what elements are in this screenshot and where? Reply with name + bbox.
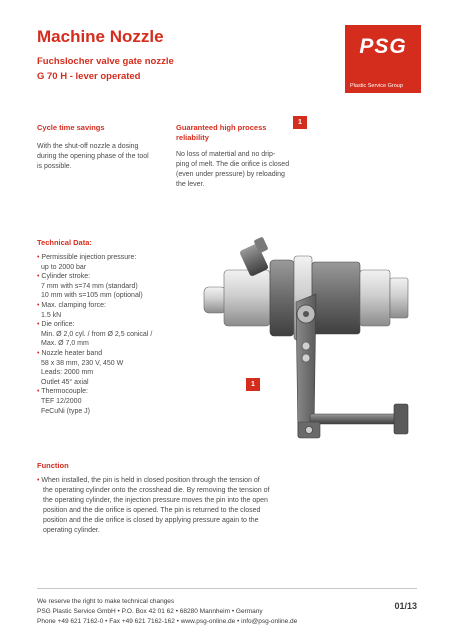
spec-label: Nozzle heater band [41, 349, 103, 357]
function-line: position and the die orifice is closed by applying pressure again to the [43, 517, 259, 524]
spec-value: 58 x 38 mm, 230 V, 450 W [41, 359, 124, 367]
bullet: • [37, 349, 40, 357]
function-line: the operating cylinder onto the crosshead die. By removing the tension of [43, 487, 270, 494]
footer-address: PSG Plastic Service GmbH • P.O. Box 42 01 62 • 68280 Mannheim • Germany [37, 608, 263, 615]
footer-disclaimer: We reserve the right to make technical changes [37, 598, 175, 605]
function-line: the operating cylinder, the injection pressure moves the pin into the open [43, 497, 268, 504]
nozzle-drawing-svg [196, 232, 416, 447]
spec-item-heater [37, 349, 177, 387]
heater-band [224, 270, 270, 326]
spec-value: 10 mm with s=105 mm (optional) [41, 292, 143, 300]
cylinder-rod [310, 414, 402, 424]
function-text [37, 476, 417, 536]
feature-heading-cycle-time: Cycle time savings [37, 123, 105, 132]
spec-value: 1.5 kN [41, 311, 62, 319]
spec-value: TEF 12/2000 [41, 397, 82, 405]
bullet: • [37, 273, 40, 281]
logo-tagline: Plastic Service Group [350, 83, 403, 89]
spec-value: Outlet 45° axial [41, 378, 89, 386]
feature-text-line: ping of melt. The die orifice is closed [176, 161, 290, 168]
spec-item-orifice [37, 320, 177, 349]
bullet: • [37, 301, 40, 309]
clevis-pin [306, 427, 313, 434]
feature-text-line: during the opening phase of the tool [37, 153, 149, 160]
adapter [360, 270, 390, 326]
reference-badge: 1 [293, 116, 307, 129]
cylinder-mount [394, 404, 408, 434]
feature-text-line: the lever. [176, 181, 205, 188]
psg-logo [345, 25, 421, 93]
feature-text-line: No loss of matertial and no drip- [176, 151, 276, 158]
nozzle-illustration [196, 232, 416, 447]
spec-label: Thermocouple: [41, 388, 88, 396]
spec-item-pressure [37, 253, 177, 272]
lever-bolt [302, 354, 310, 362]
spec-value: Leads: 2000 mm [41, 369, 94, 377]
spec-label: Cylinder stroke: [41, 273, 91, 281]
feature-heading-reliability [176, 123, 266, 143]
spec-item-stroke [37, 272, 177, 301]
product-subtitle [37, 54, 174, 84]
spec-label: Permissible injection pressure: [41, 254, 137, 261]
spec-value: up to 2000 bar [41, 263, 87, 271]
lever-bolt [302, 342, 310, 350]
feature-text-reliability [176, 150, 306, 190]
feature-text-line: (even under pressure) by reloading [176, 171, 285, 178]
spec-item-thermocouple [37, 387, 177, 416]
spec-value: Min. Ø 2,0 cyl. / from Ø 2,5 conical / [41, 330, 153, 338]
spec-label: Max. clamping force: [41, 301, 106, 309]
nozzle-body [312, 262, 360, 334]
page-number: 01/13 [394, 601, 417, 611]
feature-heading-line: reliability [176, 133, 209, 142]
technical-data-heading: Technical Data: [37, 238, 92, 247]
function-heading: Function [37, 461, 69, 470]
technical-data-list [37, 253, 177, 416]
crosshead-ring [270, 260, 294, 336]
footer-contact: Phone +49 621 7162-0 • Fax +49 621 7162-162 • www.psg-online.de • info@psg-online.de [37, 618, 298, 625]
spec-value: 7 mm with s=74 mm (standard) [41, 282, 138, 290]
pivot-pin [303, 311, 309, 317]
footer-divider [37, 588, 417, 589]
feature-text-cycle-time [37, 142, 167, 172]
function-line: operating cylinder. [43, 527, 100, 534]
feature-heading-line: Guaranteed high process [176, 123, 267, 132]
function-line [37, 476, 417, 486]
page-title: Machine Nozzle [37, 27, 164, 46]
spec-label: Die orifice: [41, 321, 75, 329]
bullet: • [37, 477, 40, 484]
spec-value: Max. Ø 7,0 mm [41, 340, 89, 348]
bullet: • [37, 321, 40, 329]
nozzle-tip [204, 287, 226, 313]
function-line: position and the die orifice is opened. The pin is returned to the closed [43, 507, 261, 514]
feature-text-line: is possible. [37, 163, 72, 170]
spec-item-clamping [37, 301, 177, 320]
bullet: • [37, 254, 40, 261]
subtitle-line-1: Fuchslocher valve gate nozzle [37, 56, 174, 67]
feature-text-line: With the shut-off nozzle a dosing [37, 143, 139, 150]
drawing-reference-badge: 1 [246, 378, 260, 391]
function-line-text: When installed, the pin is held in closed position through the tension of [41, 477, 260, 484]
subtitle-line-2: G 70 H - lever operated [37, 71, 141, 82]
spec-value: FeCuNi (type J) [41, 407, 91, 415]
adapter-end [390, 278, 408, 318]
bullet: • [37, 388, 40, 396]
logo-wordmark: PSG [359, 35, 407, 58]
